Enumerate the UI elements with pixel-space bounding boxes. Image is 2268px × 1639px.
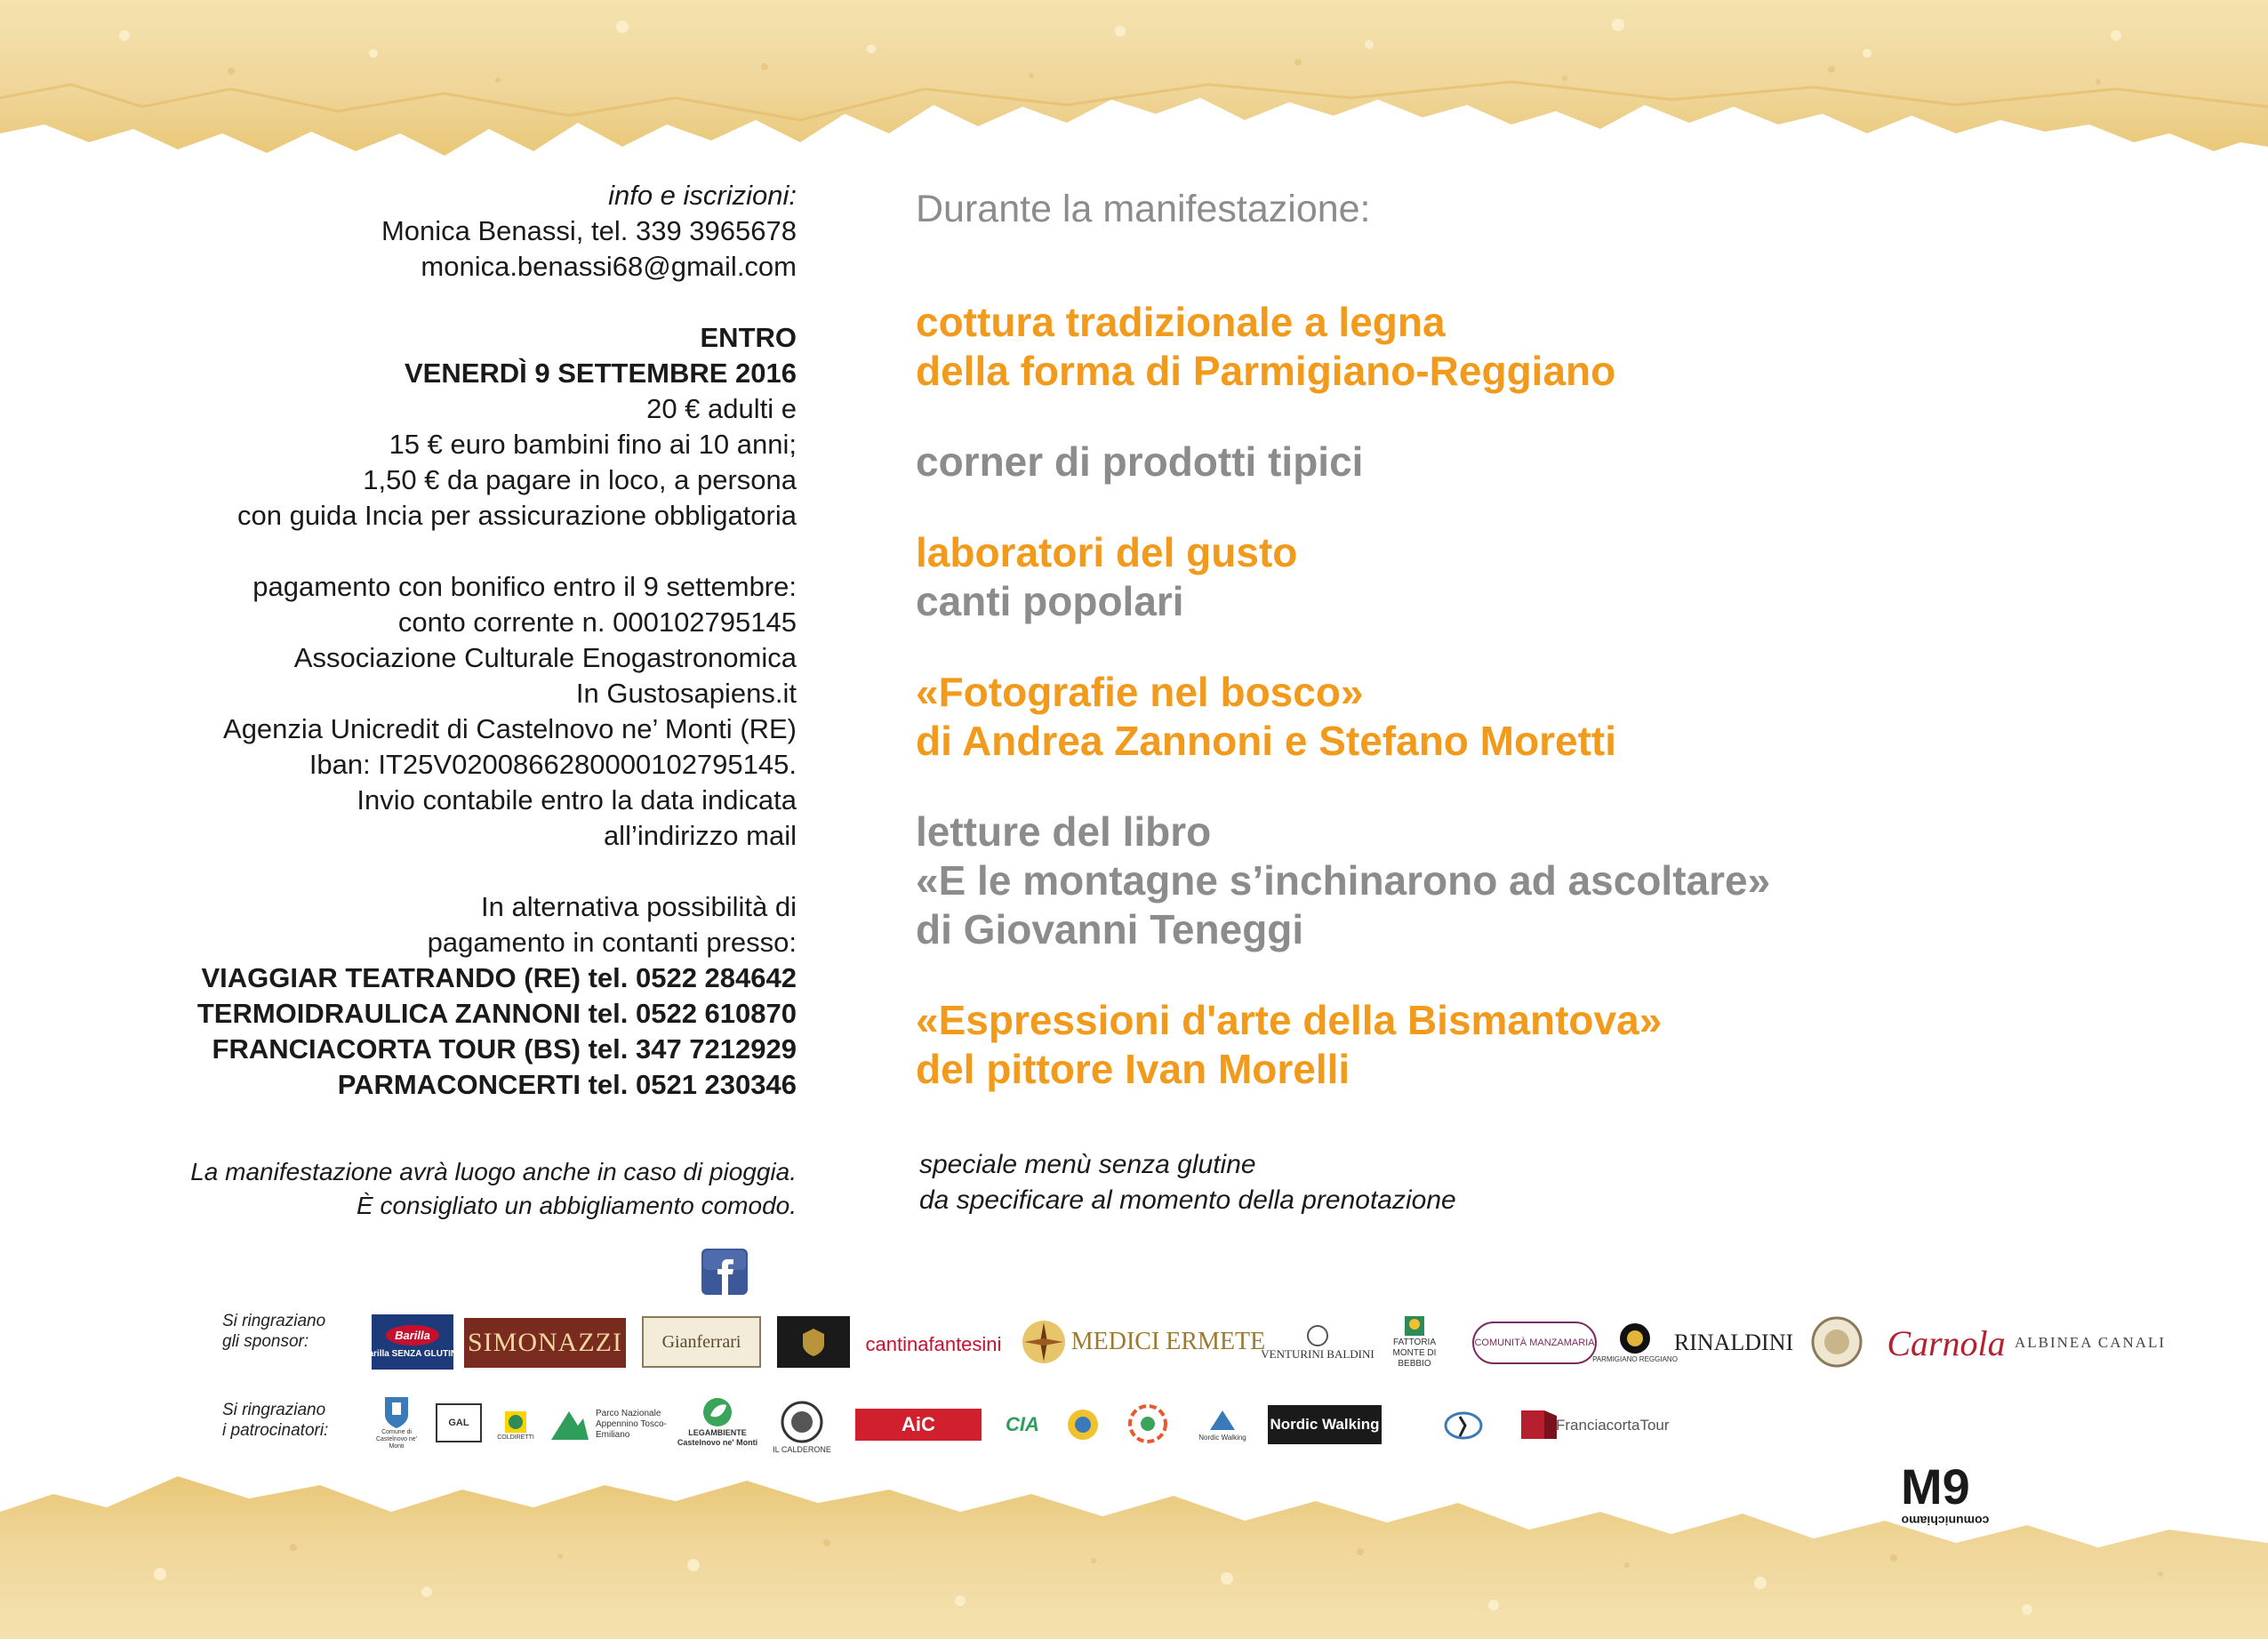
program-item: letture del libro bbox=[916, 808, 1212, 855]
payment-line: In Gustosapiens.it bbox=[575, 678, 797, 709]
comunita-logo: COMUNITÀ MANZAMARIA bbox=[1472, 1322, 1597, 1364]
venturini-baldini-logo: VENTURINI BALDINI bbox=[1266, 1318, 1369, 1368]
contact-phone: Monica Benassi, tel. 339 3965678 bbox=[381, 215, 797, 246]
program-item: «E le montagne s’inchinarono ad ascoltare» bbox=[916, 857, 1771, 904]
shop-line: TERMOIDRAULICA ZANNONI tel. 0522 610870 bbox=[196, 998, 797, 1029]
alternative-line: pagamento in contanti presso: bbox=[427, 927, 797, 958]
facebook-icon[interactable] bbox=[701, 1249, 748, 1295]
clothing-note: È consigliato un abbigliamento comodo. bbox=[357, 1192, 797, 1219]
nordic-walking-school-logo: Nordic Walking bbox=[1268, 1405, 1382, 1444]
aic-logo: AiC bbox=[855, 1409, 982, 1441]
payment-line: Invio contabile entro la data indicata bbox=[357, 784, 797, 815]
comune-logo: Comune di Castelnovo ne' Monti bbox=[372, 1393, 421, 1451]
franciacorta-tour-logo: FranciacortaTour bbox=[1556, 1417, 1670, 1434]
gianferrari-logo: Gianferrari bbox=[642, 1316, 761, 1368]
walker-logo bbox=[1437, 1407, 1490, 1444]
program-item: del pittore Ivan Morelli bbox=[916, 1046, 1350, 1092]
svg-text:M9: M9 bbox=[1901, 1458, 1970, 1514]
payment-line: all’indirizzo mail bbox=[603, 820, 797, 851]
price-adults: 20 € adulti e bbox=[646, 393, 797, 424]
sponsors-label: Si ringraziano gli sponsor: bbox=[222, 1312, 326, 1351]
program-item: canti popolari bbox=[916, 578, 1184, 624]
gluten-free-line: speciale menù senza glutine bbox=[919, 1150, 1256, 1179]
rinaldini-logo: RINALDINI bbox=[1673, 1330, 1794, 1355]
cheese-top-decoration bbox=[0, 0, 2268, 169]
payment-line: Associazione Culturale Enogastronomica bbox=[293, 642, 797, 673]
shop-line: FRANCIACORTA TOUR (BS) tel. 347 7212929 bbox=[212, 1033, 797, 1065]
payment-line: Iban: IT25V0200866280000102795145. bbox=[309, 749, 797, 780]
m9-comunichiamo-logo bbox=[1901, 1458, 1990, 1534]
svg-text:comunichiamo: comunichiamo bbox=[1901, 1514, 1990, 1528]
gal-logo: GAL bbox=[436, 1403, 482, 1442]
albinea-canali-logo: ALBINEA CANALI bbox=[2014, 1334, 2167, 1351]
compass-logo bbox=[1015, 1316, 1072, 1368]
program-item: «Espressioni d'arte della Bismantova» bbox=[916, 997, 1663, 1043]
nordic-walking-federation-logo: Nordic Walking bbox=[1188, 1398, 1257, 1450]
fattoria-logo: FATTORIA MONTE DI BEBBIO bbox=[1380, 1314, 1449, 1370]
payment-line: Agenzia Unicredit di Castelnovo ne’ Monti (RE) bbox=[223, 713, 797, 744]
deadline-label: ENTRO bbox=[700, 322, 797, 353]
price-insurance: con guida Incia per assicurazione obbligatoria bbox=[236, 500, 797, 531]
price-children: 15 € euro bambini fino ai 10 anni; bbox=[389, 429, 797, 460]
program-item: corner di prodotti tipici bbox=[916, 438, 1364, 485]
sponsor-emblem-logo bbox=[777, 1316, 850, 1368]
info-column bbox=[133, 178, 797, 1222]
program-item: di Giovanni Teneggi bbox=[916, 906, 1304, 952]
cia-logo: CIA bbox=[1006, 1413, 1039, 1435]
patrons-label: Si ringraziano i patrocinatori: bbox=[222, 1401, 329, 1440]
cantinafantesini-logo: cantinafantesini bbox=[865, 1333, 1002, 1355]
coldiretti-logo: COLDIRETTI bbox=[494, 1405, 537, 1444]
parmigiano-logo: PARMIGIANO REGGIANO bbox=[1611, 1316, 1659, 1368]
program-item: della forma di Parmigiano-Reggiano bbox=[916, 348, 1616, 394]
program-item: laboratori del gusto bbox=[916, 529, 1298, 575]
il-calderone-logo: IL CALDERONE bbox=[768, 1387, 836, 1458]
program-column bbox=[916, 178, 2160, 1215]
gluten-free-note bbox=[919, 1147, 1456, 1218]
info-heading: info e iscrizioni: bbox=[608, 180, 797, 211]
payment-line: conto corrente n. 000102795145 bbox=[397, 607, 797, 638]
round-emblem-logo bbox=[1805, 1314, 1869, 1370]
globe-logo bbox=[1058, 1402, 1108, 1448]
deadline-date: VENERDÌ 9 SETTEMBRE 2016 bbox=[404, 358, 797, 389]
contact-email: monica.benassi68@gmail.com bbox=[421, 251, 797, 282]
payment-line: pagamento con bonifico entro il 9 settembre: bbox=[252, 571, 797, 602]
shop-line: VIAGGIAR TEATRANDO (RE) tel. 0522 284642 bbox=[201, 962, 797, 993]
program-item: di Andrea Zannoni e Stefano Moretti bbox=[916, 718, 1616, 764]
simonazzi-logo: SIMONAZZI bbox=[464, 1318, 626, 1368]
shop-line: PARMACONCERTI tel. 0521 230346 bbox=[337, 1069, 797, 1100]
gluten-free-line: da specificare al momento della prenotazione bbox=[919, 1185, 1456, 1215]
alternative-line: In alternativa possibilità di bbox=[481, 891, 797, 922]
program-item: cottura tradizionale a legna bbox=[916, 299, 1446, 345]
children-logo bbox=[1122, 1398, 1174, 1450]
rain-note: La manifestazione avrà luogo anche in caso di pioggia. bbox=[190, 1158, 797, 1185]
legambiente-logo: LEGAMBIENTE Castelnovo ne' Monti bbox=[676, 1393, 759, 1451]
program-item: «Fotografie nel bosco» bbox=[916, 669, 1364, 715]
barilla-logo: Barilla Barilla SENZA GLUTINE bbox=[372, 1314, 453, 1370]
parco-nazionale-logo: Parco Nazionale Appennino Tosco-Emiliano bbox=[549, 1405, 667, 1444]
price-onsite: 1,50 € da pagare in loco, a persona bbox=[363, 464, 797, 495]
carnola-logo: Carnola bbox=[1887, 1322, 2006, 1363]
medici-ermete-logo: MEDICI ERMETE bbox=[1070, 1328, 1266, 1355]
program-intro: Durante la manifestazione: bbox=[916, 188, 1371, 230]
